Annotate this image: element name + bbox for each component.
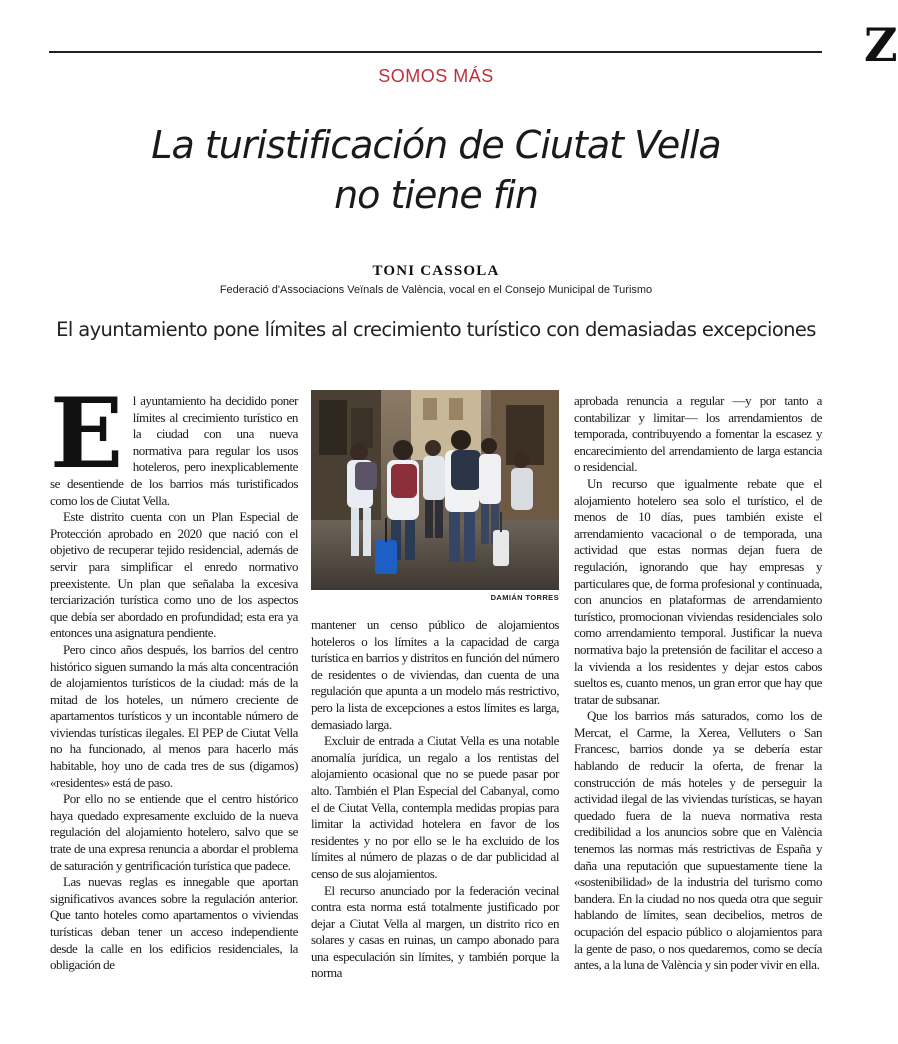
paragraph: Por ello no se entiende que el centro histórico haya quedado expresamente excluido de la nueva regulación del alojamiento hotelero, salvo que se trate de una expresa renuncia a abordar el problema de saturación y gentrificación turística que padece. <box>50 791 298 873</box>
tourists-street-photo <box>311 390 559 590</box>
drop-cap: E <box>50 377 123 490</box>
paragraph: El recurso anunciado por la federación vecinal contra esta norma está totalmente justificado por dejar a Ciutat Vella al margen, un distrito rico en solares y casas en ruinas, un campo abonado para una especulación sin límites, y también porque la norma <box>311 882 559 981</box>
paragraph: Las nuevas reglas es innegable que aportan significativos avances sobre la regulación anterior. Que tanto hoteles como apartamentos o viviendas turísticas deban tener un acceso independiente desde la calle en los edificios residenciales, la obligación de <box>50 874 298 973</box>
headline-line-2: no tiene fin <box>334 173 538 217</box>
article-photo <box>311 390 559 590</box>
headline-line-1: La turistificación de Ciutat Vella <box>151 123 721 167</box>
paragraph: mantener un censo público de alojamientos hoteleros o los límites a la capacidad de carga turística en barrios y distritos en función del número de residentes o de viviendas, dan cuenta de una regulación que apunta a un modelo más restrictivo, pero la lista de excepciones a estos límites es larga, demasiado larga. <box>311 617 559 732</box>
top-rule <box>49 51 822 53</box>
paragraph: Pero cinco años después, los barrios del centro histórico siguen sumando la más alta concentración de alojamientos turísticos de la ciudad: más de la mitad de los hoteles, un número creciente de apartamentos turísticos y un incontable número de viviendas turísticas ilegales. El PEP de Ciutat Vella no ha funcionado, al menos para hacerlo más habitable, hoy uno de cada tres de sus (digamos) «residentes» está de paso. <box>50 641 298 790</box>
paragraph: Este distrito cuenta con un Plan Especial de Protección aprobado en 2020 que nació con el objetivo de recuperar tejido residencial, además de servir para simplificar el enredo normativo preexistente. Un plan que señalaba la excesiva terciarización turística como uno de los aspectos que debía ser abordado en profundidad; esta era ya entonces una asignatura pendiente. <box>50 509 298 641</box>
paragraph <box>50 377 298 509</box>
paragraph: Excluir de entrada a Ciutat Vella es una notable anomalía jurídica, un regalo a los rentistas del alojamiento ocasional que no se puede pasar por alto. También el Plan Especial del Cabanyal, como el de Ciutat Vella, contempla medidas propias para limitar la actividad hotelera en favor de los residentes y no por ello se le ha excluido de los límites al número de plazas o de dar publicidad al censo de sus alojamientos. <box>311 733 559 881</box>
paragraph: Que los barrios más saturados, como los de Mercat, el Carme, la Xerea, Velluters o San Francesc, barrios donde ya se debería estar hablando de reducir la oferta, de frenar la construcción de más hoteles y de perseguir la actividad ilegal de las viviendas turísticas, se hayan quedado fuera de la nueva normativa resta credibilidad a los anuncios sobre que en València tenemos las normas más restrictivas de España y daña una reputación que supuestamente tiene la «sostenibilidad» de la industria del turismo como bandera. En la ciudad no nos queda otra que seguir hablando de límites, sean decibelios, metros de ocupación del espacio público o alojamientos para la gente de paso, o nos quedaremos, como se decía antes, a la luna de València y sin poder vivir en ella. <box>574 708 822 973</box>
paragraph-text: l ayuntamiento ha decidido poner límites al crecimiento turístico en la ciudad con una nueva normativa para regular los usos hoteleros, pero inexplicablemente se desentiende de los barrios más turistificados como los de Ciutat Vella. <box>50 393 298 508</box>
article-subtitle: El ayuntamiento pone límites al crecimiento turístico con demasiadas excepciones <box>56 318 816 341</box>
paragraph: aprobada renuncia a regular —y por tanto a contabilizar y limitar— los arrendamientos de temporada, contribuyendo a fomentar la escasez y encarecimiento del arrendamiento de larga estancia o residencial. <box>574 393 822 475</box>
author-affiliation: Federació d'Associacions Veïnals de València, vocal en el Consejo Municipal de Turismo <box>219 284 653 296</box>
photo-credit: DAMIÁN TORRES <box>490 593 559 602</box>
paragraph: Un recurso que igualmente rebate que el alojamiento hotelero sea solo el turístico, el de menos de 10 días, pues también existe el arrendamiento vacacional o de temporada, una actividad que estas normas dejan fuera de regulación, ignorando que hay empresas y particulares que, de forma profesional y continuada, con anuncios en plataformas de arrendamiento turístico, promocionan viviendas residenciales solo como arrendamiento temporal. Justificar la nueva normativa bajo la pretensión de facilitar el acceso a la vivienda a los residentes y dejar estos cabos sueltos es, cuanto menos, un gran error que hay que tratar de subsanar. <box>574 475 822 707</box>
author-name: TONI CASSOLA <box>372 263 500 279</box>
headline <box>0 120 872 220</box>
body-column-2 <box>311 617 559 982</box>
section-tag: SOMOS MÁS <box>378 66 494 86</box>
body-column-3 <box>574 393 822 974</box>
adjacent-page-glyph: Z <box>864 18 898 72</box>
body-column-1 <box>50 377 298 974</box>
